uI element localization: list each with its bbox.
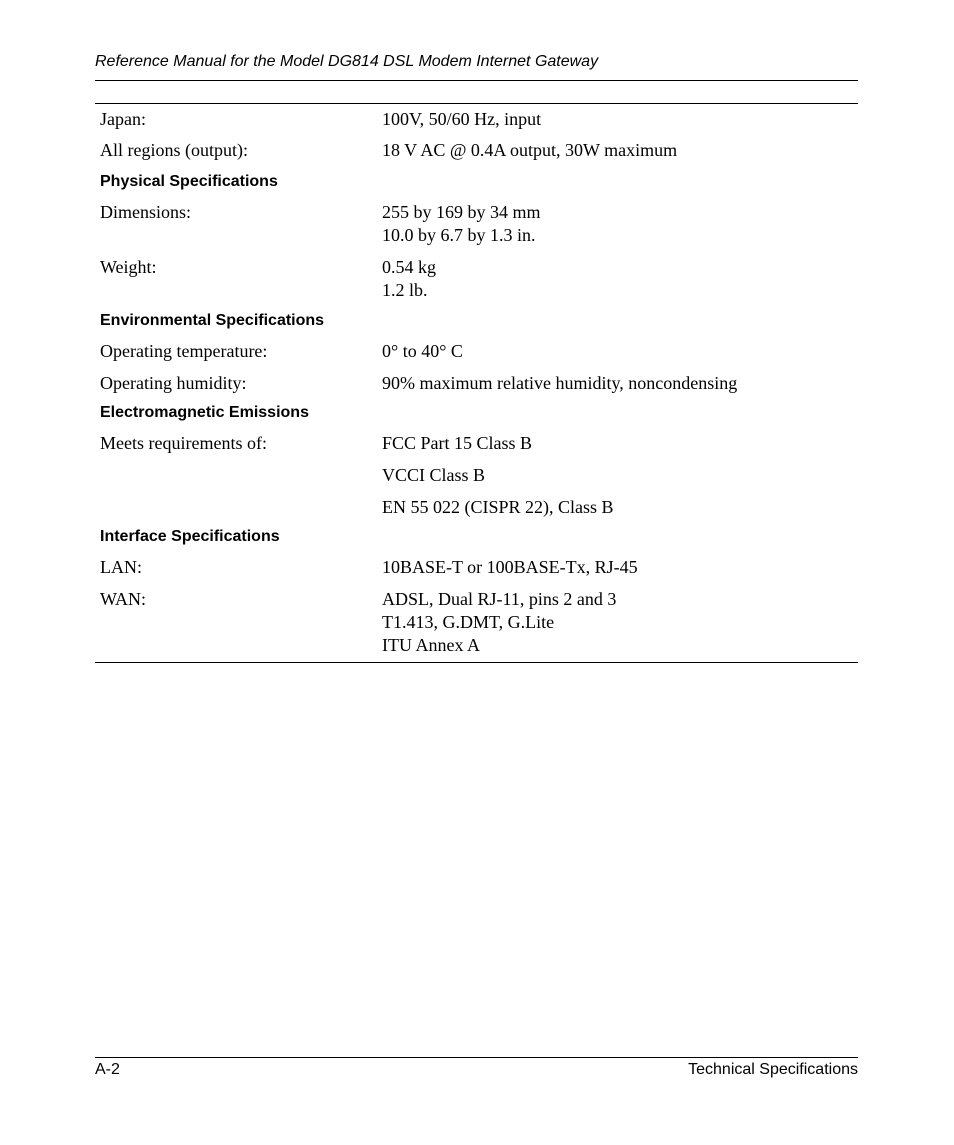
spec-label: LAN: (100, 557, 142, 577)
value-line: EN 55 022 (CISPR 22), Class B (382, 497, 614, 517)
spec-value (382, 256, 858, 302)
header-title: Reference Manual for the Model DG814 DSL Modem Internet Gateway (95, 53, 599, 70)
footer-section-title: Technical Specifications (688, 1061, 858, 1078)
spec-label: Weight: (100, 257, 157, 277)
spec-row-meets-requirements (95, 432, 858, 519)
page-header (95, 50, 858, 81)
spec-row-operating-temperature (95, 340, 858, 363)
section-heading-interface: Interface Specifications (100, 528, 280, 545)
spec-value (382, 201, 858, 247)
spec-label: Dimensions: (100, 202, 192, 222)
spec-value: 18 V AC @ 0.4A output, 30W maximum (382, 140, 678, 160)
spec-label: Operating temperature: (100, 341, 268, 361)
value-line: 10.0 by 6.7 by 1.3 in. (382, 225, 536, 245)
spec-value: 0° to 40° C (382, 341, 463, 361)
value-line: 255 by 169 by 34 mm (382, 202, 541, 222)
footer-page-number: A-2 (95, 1061, 120, 1078)
value-line: ADSL, Dual RJ-11, pins 2 and 3 (382, 589, 617, 609)
spec-label: Operating humidity: (100, 373, 247, 393)
value-line: 0.54 kg (382, 257, 436, 277)
section-heading-physical: Physical Specifications (100, 173, 278, 190)
spec-label: WAN: (100, 589, 146, 609)
spec-value (382, 432, 858, 519)
section-heading-environmental: Environmental Specifications (100, 312, 325, 329)
spec-row-lan (95, 556, 858, 579)
value-line: FCC Part 15 Class B (382, 433, 533, 453)
value-line: 1.2 lb. (382, 280, 428, 300)
spec-value (382, 588, 858, 657)
spec-label: Japan: (100, 109, 146, 129)
section-heading-emissions: Electromagnetic Emissions (100, 404, 309, 421)
spec-row-all-regions (95, 139, 858, 162)
spec-value: 10BASE-T or 100BASE-Tx, RJ-45 (382, 557, 638, 577)
value-line: ITU Annex A (382, 635, 480, 655)
spec-value: 100V, 50/60 Hz, input (382, 109, 542, 129)
page-footer (95, 1057, 858, 1078)
spec-row-dimensions (95, 201, 858, 247)
value-line: T1.413, G.DMT, G.Lite (382, 612, 555, 632)
spec-row-wan (95, 588, 858, 657)
specifications-table (95, 103, 858, 663)
spec-row-operating-humidity (95, 372, 858, 395)
spec-label: All regions (output): (100, 140, 248, 160)
spec-row-weight (95, 256, 858, 302)
spec-value: 90% maximum relative humidity, noncondensing (382, 373, 738, 393)
spec-label: Meets requirements of: (100, 433, 267, 453)
spec-row-japan (95, 108, 858, 131)
value-line: VCCI Class B (382, 465, 486, 485)
